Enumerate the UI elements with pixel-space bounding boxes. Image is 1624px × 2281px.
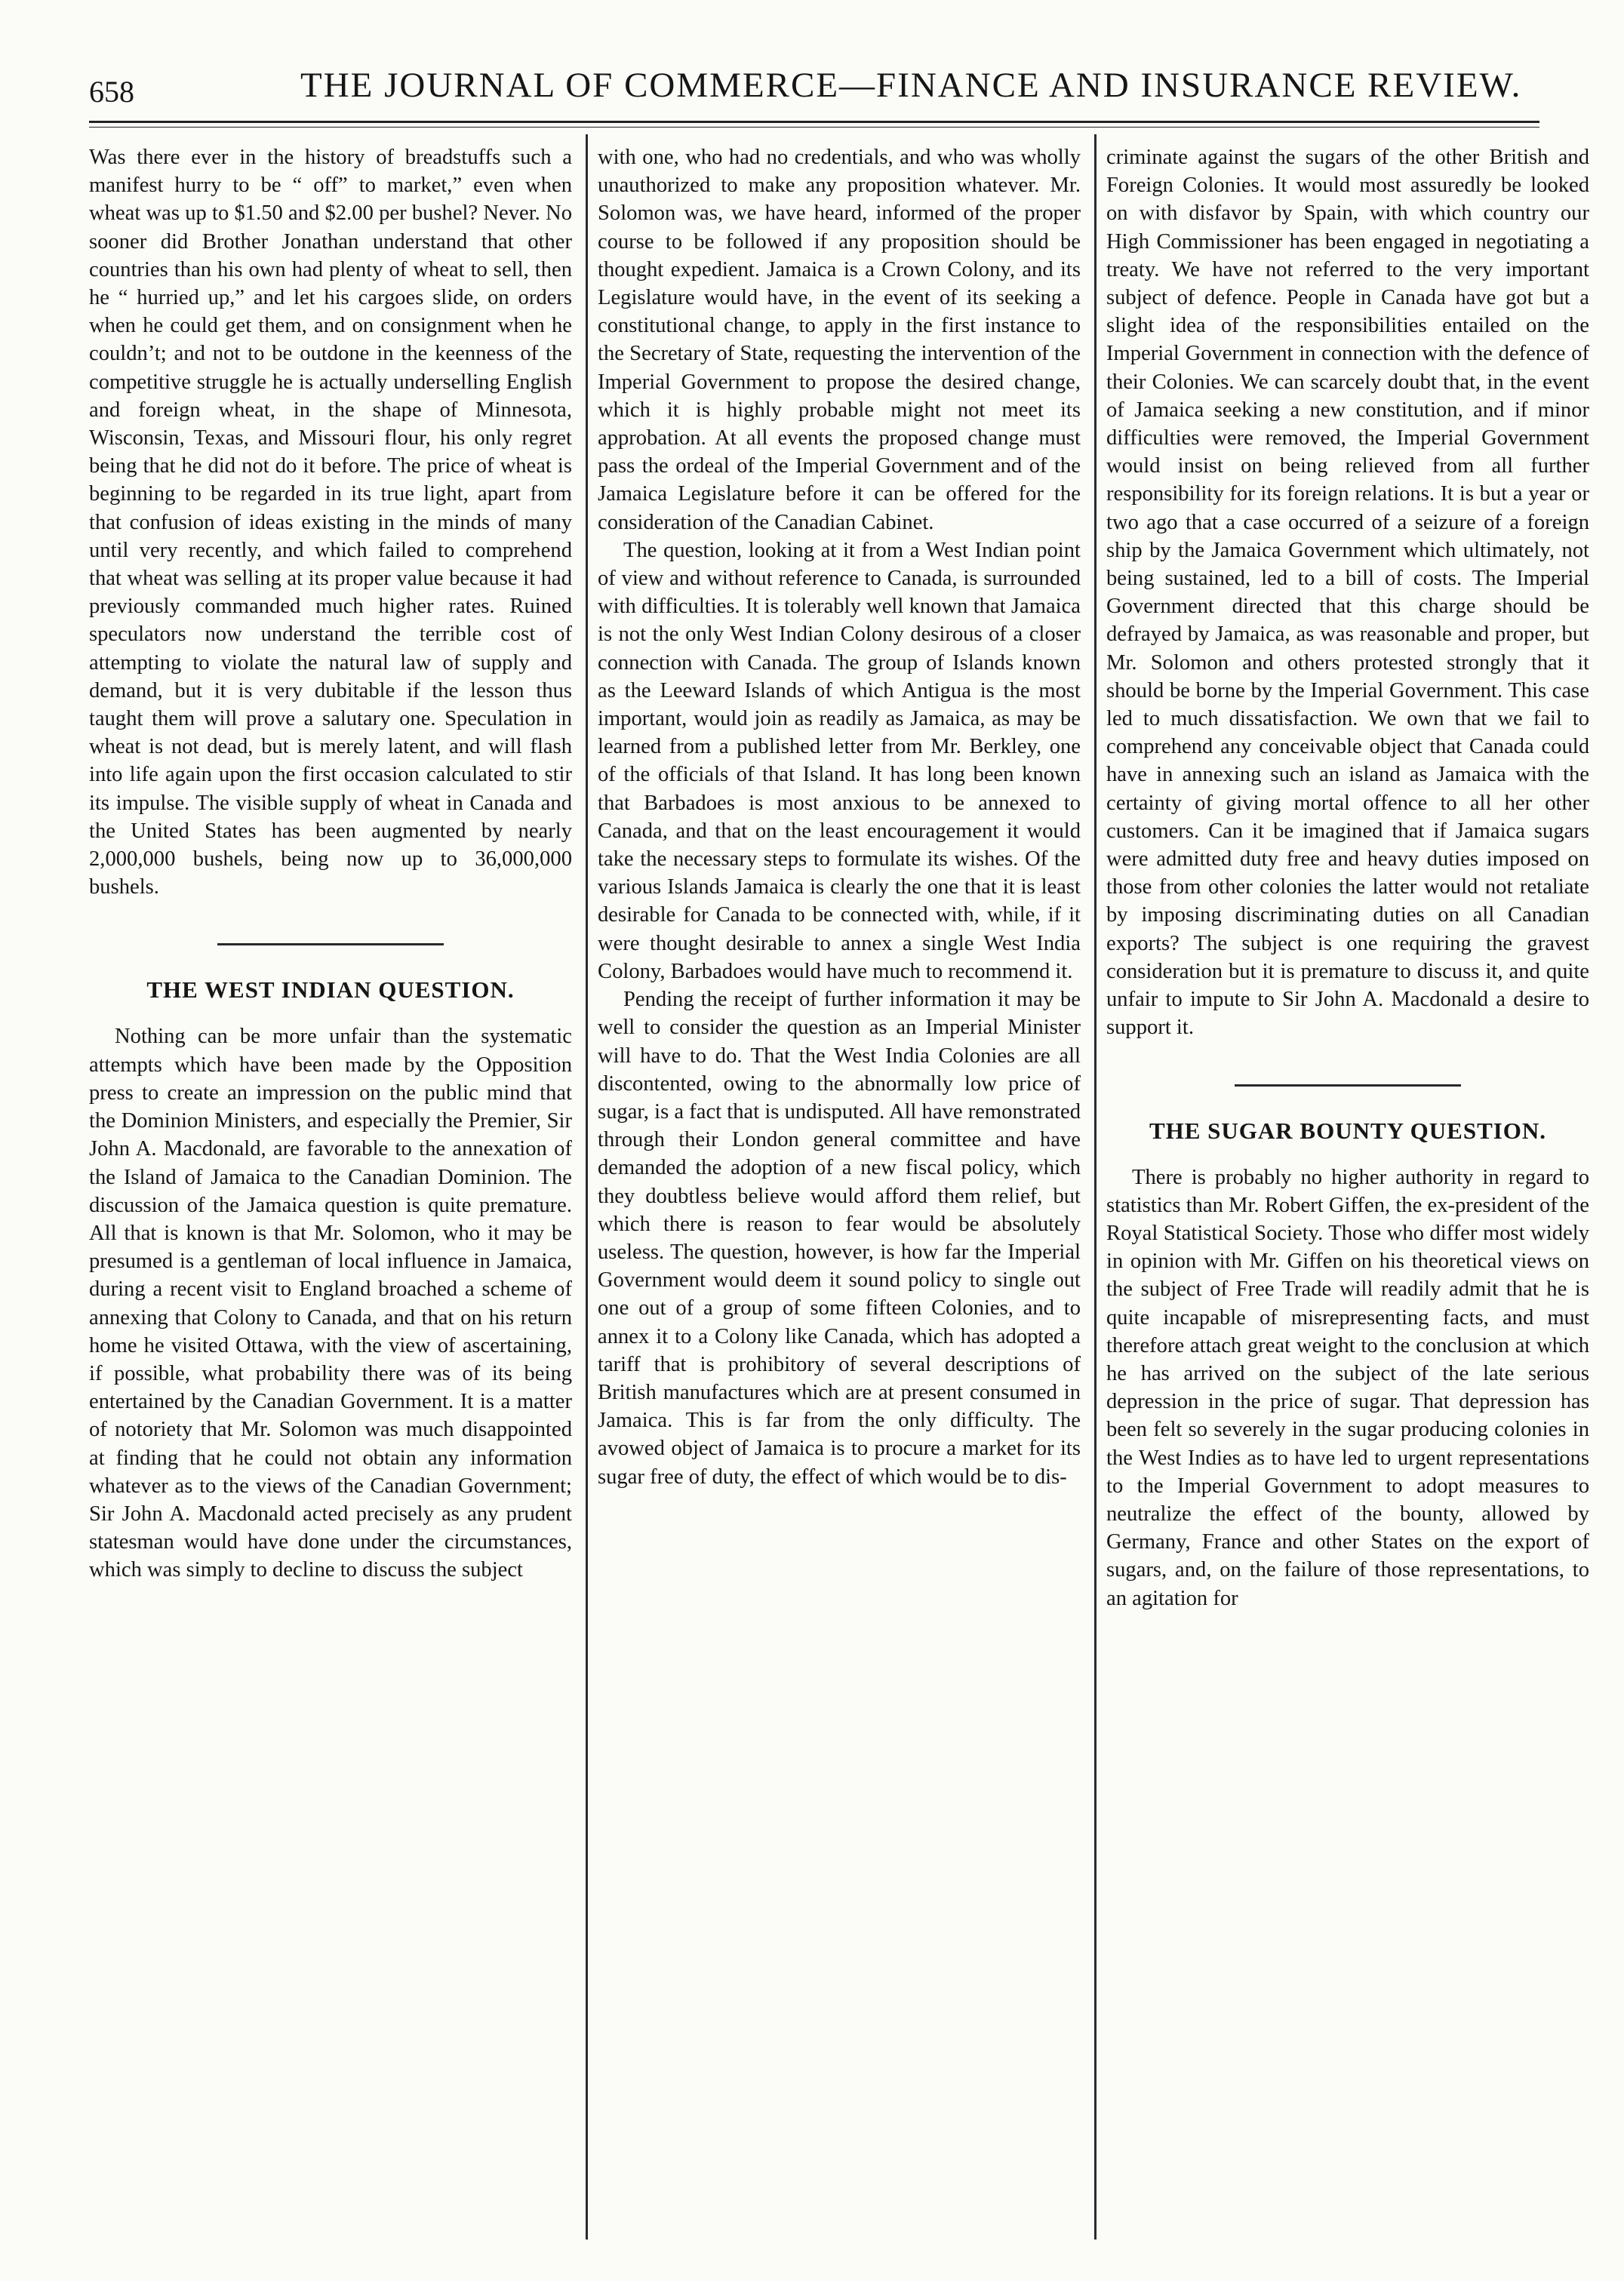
page-number: 658 [89,75,134,109]
west-indian-continued-paragraph-2: criminate against the sugars of the other British and Foreign Colonies. It would most assuredly be looked on with disfavor by Spain, with which country our High Commissioner has been engaged in negotiating a treaty. We have not referred to the very important subject of defence. People in Canada have got but a slight idea of the responsibilities entailed on the Imperial Government in connection with the defence of their Colonies. We can scarcely doubt that, in the event of Jamaica seeking a new constitution, and if minor difficulties were removed, the Imperial Government would insist on being relieved from all further responsibility for its foreign relations. It is but a year or two ago that a case occurred of a seizure of a foreign ship by the Jamaica Government which ultimately, not being sustained, led to a bill of costs. The Imperial Government directed that this charge should be defrayed by Jamaica, as was reasonable and proper, but Mr. Solomon and others protested strongly that it should be borne by the Imperial Government. This case led to much dissatisfaction. We own that we fail to comprehend any conceivable object that Canada could have in annexing such an island as Jamaica with the certainty of giving mortal offence to all her other customers. Can it be imagined that if Jamaica sugars were admitted duty free and heavy duties imposed on those from other colonies the latter would not retaliate by imposing discriminating duties on all Canadian exports? The subject is one requiring the gravest consideration but it is premature to discuss it, and quite unfair to impute to Sir John A. Macdonald a desire to support it. [1106,146,1589,1040]
header-rule [89,121,1539,123]
west-indian-paragraph: Nothing can be more unfair than the systematic attempts which have been made by the Opposition press to create an impression on the public mind that the Dominion Ministers, and especially the Premier, Sir John A. Macdonald, are favorable to the annexation of the Island of Jamaica to the Canadian Dominion. The discussion of the Jamaica question is quite premature. All that is known is that Mr. Solomon, who it may be presumed is a gentleman of local influence in Jamaica, during a recent visit to England broached a scheme of annexing that Colony to Canada, and that on his return home he visited Ottawa, with the view of ascertaining, if possible, what probability there was of its being entertained by the Canadian Government. It is a matter of notoriety that Mr. Solomon was much disappointed at finding that he could not obtain any information whatever as to the views of the Canadian Government; Sir John A. Macdonald acted precisely as any prudent statesman would have done under the circumstances, which was simply to decline to discuss the subject [89,1025,572,1582]
sugar-bounty-heading: THE SUGAR BOUNTY QUESTION. [1149,1117,1547,1144]
page-header [0,0,1624,128]
column-divider-1 [586,134,588,2239]
section-divider [217,943,444,945]
journal-title: THE JOURNAL OF COMMERCE—FINANCE AND INSURANCE REVIEW. [300,66,1522,105]
west-indian-continued-paragraph: with one, who had no credentials, and who was wholly unauthorized to make any proposition whatever. Mr. Solomon was, we have heard, informed of the proper course to be followed if any proposition should be thought expedient. Jamaica is a Crown Colony, and its Legislature would have, in the event of its seeking a constitutional change, to apply in the first instance to the Secretary of State, requesting the intervention of the Imperial Government to propose the desired change, which it is highly probable might not meet its approbation. At all events the proposed change must pass the ordeal of the Imperial Government and of the Jamaica Legislature before it can be offered for the consideration of the Canadian Cabinet. [598,146,1081,534]
column-3 [1106,143,1589,2264]
sugar-bounty-paragraph: There is probably no higher authority in regard to statistics than Mr. Robert Giffen, the ex-president of the Royal Statistical Society. Those who differ most widely in opinion with Mr. Giffen on his theoretical views on the subject of Free Trade will readily admit that he is quite incapable of misrepresenting facts, and must therefore attach great weight to the conclusion at which he has arrived on the subject of the late serious depression in the price of sugar. That depression has been felt so severely in the sugar producing colonies in the West Indies as to have led to urgent representations to the Imperial Government to adopt measures to neutralize the effect of the bounty, allowed by Germany, France and other States on the export of sugars, and, on the failure of those representations, to an agitation for [1106,1165,1589,1610]
breadstuffs-paragraph: Was there ever in the history of breadstuffs such a manifest hurry to be “ off” to market,” even when wheat was up to $1.50 and $2.00 per bushel? Never. No sooner did Brother Jonathan understand that other countries than his own had plenty of wheat to sell, then he “ hurried up,” and let his cargoes slide, on orders when he could get them, and on consignment when he couldn’t; and not to be outdone in the keenness of the competitive struggle he is actually underselling English and foreign wheat, in the shape of Minnesota, Wisconsin, Texas, and Missouri flour, his only regret being that he did not do it before. The price of wheat is beginning to be regarded in its true light, apart from that confusion of ideas existing in the minds of many until very recently, and which failed to comprehend that wheat was selling at its proper value because it had previously commanded much higher rates. Ruined speculators now understand the terrible cost of attempting to violate the natural law of supply and demand, but it is very dubitable if the lesson thus taught them will prove a salutary one. Speculation in wheat is not dead, but is merely latent, and will flash into life again upon the first occasion calculated to stir its impulse. The visible supply of wheat in Canada and the United States has been augmented by nearly 2,000,000 bushels, being now up to 36,000,000 bushels. [89,146,572,899]
column-2 [598,143,1081,2264]
west-indian-paragraph-2: The question, looking at it from a West Indian point of view and without reference to Canada, is surrounded with difficulties. It is tolerably well known that Jamaica is not the only West Indian Colony desirous of a closer connection with Canada. The group of Islands known as the Leeward Islands of which Antigua is the most important, would join as readily as Jamaica, as may be learned from a published letter from Mr. Berkley, one of the officials of that Island. It has long been known that Barbadoes is most anxious to be annexed to Canada, and that on the least encouragement it would take the necessary steps to formulate its wishes. Of the various Islands Jamaica is clearly the one that it is least desirable for Canada to be connected with, while, if it were thought desirable to annex a single West India Colony, Barbadoes would have much to recommend it. [598,538,1081,983]
west-indian-heading: THE WEST INDIAN QUESTION. [146,976,515,1004]
column-1 [89,143,572,2264]
column-divider-2 [1094,134,1097,2239]
section-divider [1235,1084,1461,1087]
west-indian-paragraph-3: Pending the receipt of further information it may be well to consider the question as an Imperial Minister will have to do. That the West India Colonies are all discontented, owing to the abnormally low price of sugar, is a fact that is undisputed. All have remonstrated through their London general committee and have demanded the adoption of a new fiscal policy, which they doubtless believe would afford them relief, but which there is reason to fear would be absolutely useless. The question, however, is how far the Imperial Government would deem it sound policy to single out one out of a group of some fifteen Colonies, and to annex it to a Colony like Canada, which has adopted a tariff that is prohibitory of several descriptions of British manufactures which are at present consumed in Jamaica. This is far from the only difficulty. The avowed object of Jamaica is to procure a market for its sugar free of duty, the effect of which would be to dis- [598,988,1081,1489]
header-rule-thin [89,127,1539,128]
